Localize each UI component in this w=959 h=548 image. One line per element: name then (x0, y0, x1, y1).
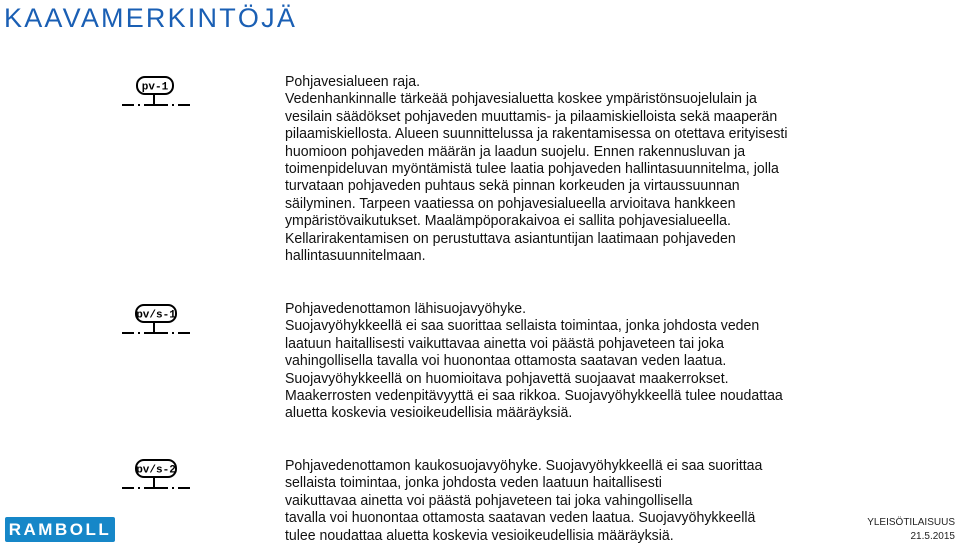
groundwater-area-symbol (120, 72, 200, 112)
entry-line: Pohjavedenottamon lähisuojavyöhyke. (285, 300, 527, 317)
symbol-code: pv/s-1 (136, 309, 176, 322)
entry-line: sellaista toimintaa, jonka johdosta veden laatuun haitallisesti (285, 474, 662, 492)
entry-line: laatuun haitallisesti vaikuttavaa ainetta voi päästä pohjaveteen tai joka (285, 334, 724, 352)
entry-line: Maakerrosten vedenpitävyyttä ei saa rikkoa. Suojavyöhykkeellä tulee noudattaa (285, 387, 783, 405)
entry-line: Suojavyöhykkeellä ei saa suorittaa sellaista toimintaa, jonka johdosta veden (285, 317, 760, 335)
ramboll-logo (5, 517, 115, 542)
entry-line: Pohjavedenottamon kaukosuojavyöhyke. Suojavyöhykkeellä ei saa suorittaa (285, 457, 763, 474)
entry-line: ympäristövaikutukset. Maalämpöporakaivoa ei sallita pohjavesialueella. (285, 212, 731, 230)
symbol-code: pv-1 (141, 81, 169, 94)
footer (867, 516, 955, 544)
entry-line: säilyminen. Tarpeen vaatiessa on pohjavesialueella arvioitava hankkeen (285, 194, 736, 212)
entry-line: vesilain säädökset pohjaveden muuttamis- ja pilaamiskielloista sekä maaperän (285, 107, 778, 125)
footer-date: 21.5.2015 (910, 531, 955, 542)
far-protection-zone-symbol (120, 455, 200, 495)
entry-line: turvataan pohjaveden puhtaus sekä pinnan korkeuden ja virtaussuunnan (285, 177, 740, 195)
entry-line: pilaamiskiellosta. Alueen suunnittelussa ja rakentamisessa on otettava erityisesti (285, 125, 788, 143)
entry-line: Vedenhankinnalle tärkeää pohjavesialuetta koskee ympäristönsuojelulain ja (285, 90, 757, 108)
entry-line: vaikuttavaa ainetta voi päästä pohjaveteen tai joka vahingollisella (285, 491, 693, 509)
entry-description-1 (285, 73, 806, 264)
near-protection-zone-symbol (120, 300, 200, 340)
entry-line: Kellarirakentamisen on perustuttava asiantuntijan laatimaan pohjaveden (285, 229, 736, 247)
entry-line: Pohjavesialueen raja. (285, 73, 421, 90)
logo-text: RAMBOLL (8, 519, 112, 539)
footer-label: YLEISÖTILAISUUS (867, 517, 955, 528)
entry-line: Suojavyöhykkeellä on huomioitava pohjavettä suojaavat maakerrokset. (285, 369, 729, 387)
entry-line: vahingollisella tavalla voi huonontaa ottamosta saatavan veden laatua. (285, 352, 727, 370)
entry-line: toimenpideluvan myöntämistä tulee laatia pohjaveden hallintasuunnitelma, jolla (285, 160, 779, 178)
entry-line: tulee noudattaa aluetta koskevia vesioikeudellisia määräyksiä. (285, 526, 674, 544)
symbol-code: pv/s-2 (136, 464, 176, 477)
page-title: KAAVAMERKINTÖJÄ (4, 3, 298, 33)
entry-line: huomioon pohjaveden määrän ja laadun suojelu. Ennen rakennusluvan ja (285, 142, 746, 160)
entry-line: aluetta koskevia vesioikeudellisia määräyksiä. (285, 404, 573, 422)
entry-description-3 (285, 457, 806, 544)
entry-line: hallintasuunnitelmaan. (285, 247, 426, 265)
entry-description-2 (285, 300, 806, 422)
entry-line: tavalla voi huonontaa ottamosta saatavan veden laatua. Suojavyöhykkeellä (285, 509, 756, 527)
